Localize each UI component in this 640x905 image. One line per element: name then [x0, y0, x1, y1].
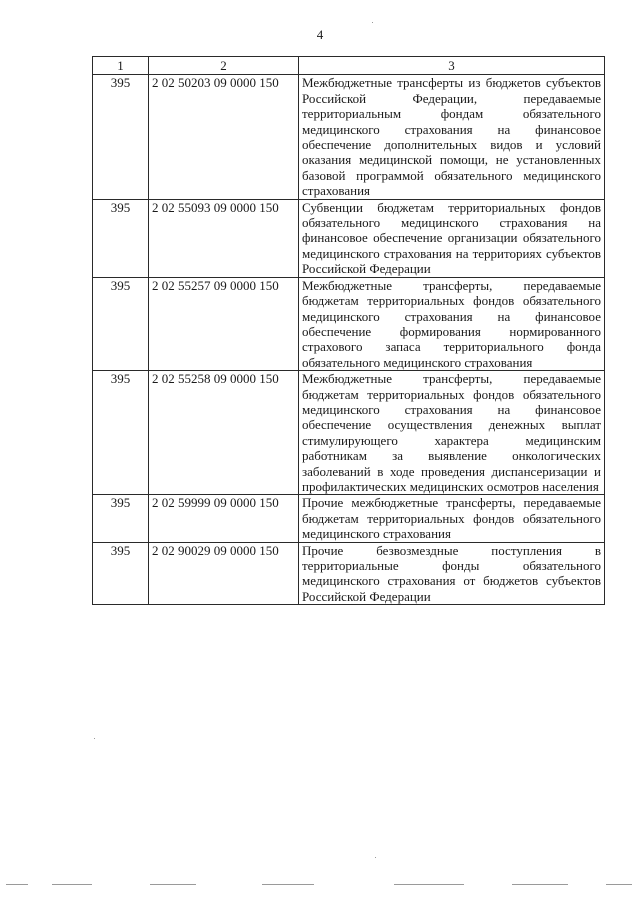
table-row: [93, 495, 605, 542]
budget-classification-code-cell: 2 02 55258 09 0000 150: [149, 371, 299, 495]
scan-speck: [94, 738, 95, 739]
administrator-code-cell: 395: [93, 495, 149, 542]
table-row: [93, 277, 605, 370]
administrator-code-cell: 395: [93, 75, 149, 199]
scan-artifact: [512, 884, 568, 885]
budget-classification-code-cell: 2 02 90029 09 0000 150: [149, 542, 299, 605]
scan-edge-artifacts: [0, 884, 640, 888]
revenue-name-cell: Межбюджетные трансферты, передаваемые бюджетам территориальных фондов обязательного медицинского страхования на финансовое обеспечение осуществления денежных выплат стимулирующего характера медицинским работникам за выявление онкологических заболеваний в ходе проведения диспансеризации и профилактических медицинских осмотров населения: [299, 371, 605, 495]
table-row: [93, 371, 605, 495]
scan-speck: [375, 857, 376, 858]
revenue-name-cell: Прочие межбюджетные трансферты, передаваемые бюджетам территориальных фондов обязательного медицинского страхования: [299, 495, 605, 542]
page-number: 4: [316, 27, 324, 42]
budget-revenue-table: [92, 56, 605, 605]
budget-classification-code-cell: 2 02 55257 09 0000 150: [149, 277, 299, 370]
scan-artifact: [606, 884, 632, 885]
column-header-2: 2: [149, 57, 299, 75]
table-row: [93, 75, 605, 199]
administrator-code-cell: 395: [93, 277, 149, 370]
budget-classification-code-cell: 2 02 55093 09 0000 150: [149, 199, 299, 277]
revenue-name-cell: Прочие безвозмездные поступления в территориальные фонды обязательного медицинского страхования от бюджетов субъектов Российской Федерации: [299, 542, 605, 605]
table-row: [93, 199, 605, 277]
revenue-name-cell: Межбюджетные трансферты из бюджетов субъектов Российской Федерации, передаваемые территориальным фондам обязательного медицинского страхования на финансовое обеспечение дополнительных видов и условий оказания медицинской помощи, не установленных базовой программой обязательного медицинского страхования: [299, 75, 605, 199]
scan-artifact: [262, 884, 314, 885]
administrator-code-cell: 395: [93, 371, 149, 495]
column-header-3: 3: [299, 57, 605, 75]
budget-classification-code-cell: 2 02 50203 09 0000 150: [149, 75, 299, 199]
table-row: [93, 542, 605, 605]
column-header-1: 1: [93, 57, 149, 75]
budget-classification-code-cell: 2 02 59999 09 0000 150: [149, 495, 299, 542]
revenue-name-cell: Межбюджетные трансферты, передаваемые бюджетам территориальных фондов обязательного медицинского страхования на финансовое обеспечение формирования нормированного страхового запаса территориального фонда обязательного медицинского страхования: [299, 277, 605, 370]
administrator-code-cell: 395: [93, 199, 149, 277]
table-header-row: [93, 57, 605, 75]
scan-artifact: [52, 884, 92, 885]
scan-artifact: [394, 884, 464, 885]
scan-artifact: [150, 884, 196, 885]
scan-speck: [372, 22, 373, 23]
administrator-code-cell: 395: [93, 542, 149, 605]
revenue-name-cell: Субвенции бюджетам территориальных фондов обязательного медицинского страхования на финансовое обеспечение организации обязательного медицинского страхования на территориях субъектов Российской Федерации: [299, 199, 605, 277]
scan-artifact: [6, 884, 28, 885]
